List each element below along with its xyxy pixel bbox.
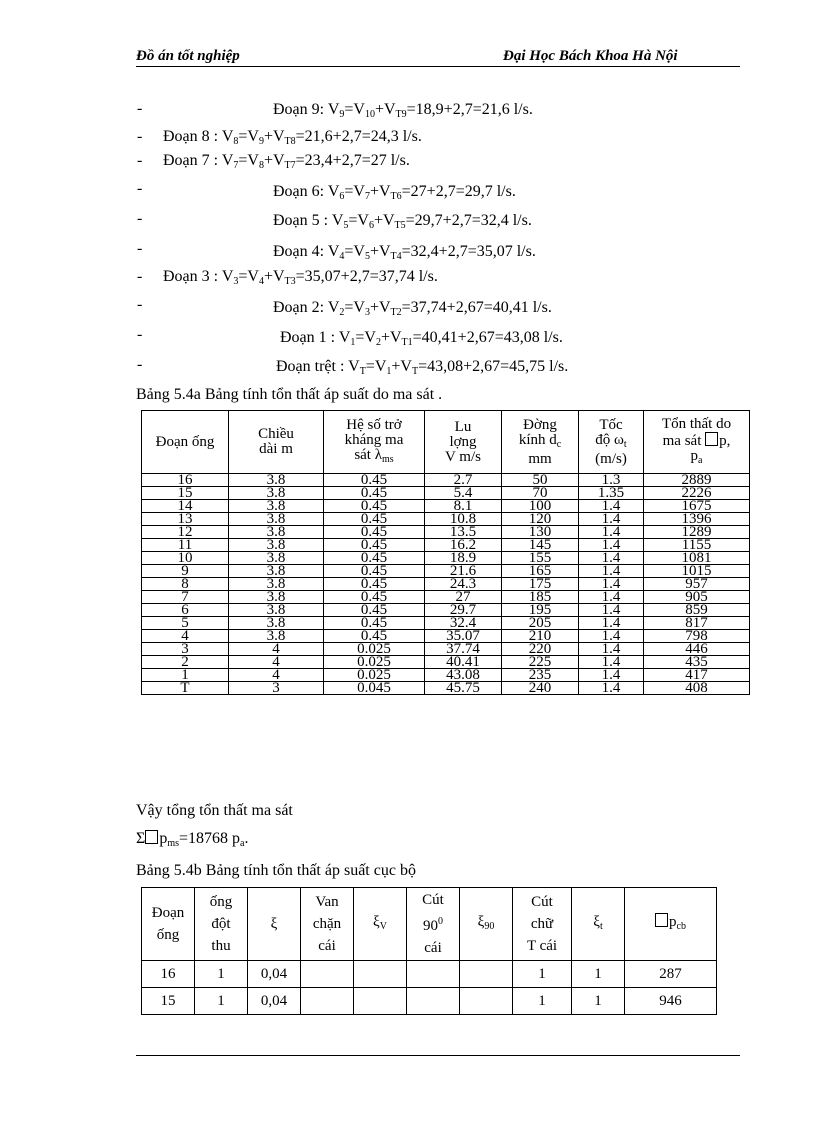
table-row (142, 961, 717, 988)
table-cell: 7 (142, 591, 229, 604)
table-cell: 0.45 (324, 591, 425, 604)
table-cell: 3.8 (229, 513, 324, 526)
table-cell: 145 (502, 539, 579, 552)
table-cell: 1.4 (579, 539, 644, 552)
table-row (142, 487, 750, 500)
delta-box-icon (705, 432, 718, 446)
col-header-diameter: Đờng kính $d_c$ mm (502, 411, 579, 474)
table-cell: 3.8 (229, 604, 324, 617)
table-cell: 210 (502, 630, 579, 643)
table2-caption: Bảng 5.4b Bảng tính tổn thất áp suất cục bộ (136, 862, 416, 879)
table-cell: 18.9 (425, 552, 502, 565)
summary-text: Vậy tổng tổn thất ma sát (136, 802, 293, 819)
table-cell: 165 (502, 565, 579, 578)
table-cell: 40.41 (425, 656, 502, 669)
table-cell: 3.8 (229, 500, 324, 513)
table-cell: 70 (502, 487, 579, 500)
table-cell: 3.8 (229, 565, 324, 578)
table-cell: 0.025 (324, 669, 425, 682)
table-cell: 12 (142, 526, 229, 539)
table-cell: 1 (572, 961, 625, 988)
t2-header-elbow: Cút $90^0$ cái (407, 888, 460, 961)
table-cell: 3 (142, 643, 229, 656)
header-right: Đại Học Bách Khoa Hà Nội (503, 48, 678, 64)
table-cell: 220 (502, 643, 579, 656)
table-cell: 9 (142, 565, 229, 578)
table1-caption: Bảng 5.4a Bảng tính tổn thất áp suất do ma sát . (136, 386, 443, 403)
table-cell (460, 988, 513, 1015)
table-cell: 1.4 (579, 591, 644, 604)
t2-header-local-loss: $p_{cb}$ (625, 888, 717, 961)
table-row (142, 591, 750, 604)
table-cell: 175 (502, 578, 579, 591)
table-cell: 0.45 (324, 565, 425, 578)
table-cell: 1 (513, 961, 572, 988)
table-cell: 43.08 (425, 669, 502, 682)
table-cell: 1.4 (579, 526, 644, 539)
table-cell: 3.8 (229, 578, 324, 591)
table-cell: 1.4 (579, 643, 644, 656)
table-cell: 3.8 (229, 591, 324, 604)
table-cell: 4 (229, 669, 324, 682)
col-header-flow: Lu lợng V m/s (425, 411, 502, 474)
table-cell: 3 (229, 682, 324, 695)
table-cell: 4 (229, 656, 324, 669)
table-cell: 957 (644, 578, 750, 591)
table-cell: 3.8 (229, 617, 324, 630)
table-row (142, 539, 750, 552)
table-cell: 1675 (644, 500, 750, 513)
bullet-dash: - (137, 240, 143, 257)
table-row (142, 526, 750, 539)
local-table-body (142, 961, 717, 1015)
table-cell: 1.4 (579, 552, 644, 565)
t2-header-tee: Cút chữ T cái (513, 888, 572, 961)
table-cell: 2 (142, 656, 229, 669)
table-cell: 0.025 (324, 656, 425, 669)
table-cell: 0.45 (324, 552, 425, 565)
table-cell: 0.45 (324, 578, 425, 591)
table-cell: 10 (142, 552, 229, 565)
col-header-speed: Tốc độ $\omega_t$ (m/s) (579, 411, 644, 474)
table-cell: 3.8 (229, 552, 324, 565)
table-cell: 240 (502, 682, 579, 695)
table-row (142, 682, 750, 695)
table-cell: 859 (644, 604, 750, 617)
table-cell (460, 961, 513, 988)
table-cell: 13.5 (425, 526, 502, 539)
table-cell: 905 (644, 591, 750, 604)
delta-box-icon (145, 830, 158, 844)
table-cell: 15 (142, 988, 195, 1015)
segment-6-line: Đoạn 6: $V_6=V_7+V_{T6}=27+2,7=29,7$ l/s. (273, 183, 516, 202)
table-cell (354, 961, 407, 988)
local-loss-table (141, 887, 717, 1015)
table-cell: 16 (142, 961, 195, 988)
table-cell: 1 (572, 988, 625, 1015)
table-cell (407, 988, 460, 1015)
table-cell: 817 (644, 617, 750, 630)
table-cell: 1 (513, 988, 572, 1015)
table-cell: 185 (502, 591, 579, 604)
table-cell: 50 (502, 474, 579, 487)
table-cell: 1.4 (579, 565, 644, 578)
table-cell: 0,04 (248, 961, 301, 988)
table-row (142, 500, 750, 513)
table-cell: 3.8 (229, 526, 324, 539)
t2-header-reducer: ống đột thu (195, 888, 248, 961)
t2-header-valve: Van chặn cái (301, 888, 354, 961)
table-cell: 2889 (644, 474, 750, 487)
table-cell: 4 (142, 630, 229, 643)
table-cell: 8.1 (425, 500, 502, 513)
table-row (142, 565, 750, 578)
table-cell (354, 988, 407, 1015)
table-cell (301, 961, 354, 988)
bullet-dash: - (137, 152, 143, 169)
table-cell: 408 (644, 682, 750, 695)
table-cell: 16 (142, 474, 229, 487)
table-cell: 1081 (644, 552, 750, 565)
table-cell: 0.45 (324, 474, 425, 487)
table-cell: 1 (195, 961, 248, 988)
friction-loss-table (141, 410, 750, 695)
table-cell: 1.4 (579, 656, 644, 669)
table-cell: 120 (502, 513, 579, 526)
header-divider (136, 66, 740, 67)
table-cell: 446 (644, 643, 750, 656)
segment-5-line: Đoạn 5 : $V_5=V_6+V_{T5}=29,7+2,7=32,4$ l/s. (273, 212, 532, 231)
bullet-dash: - (137, 356, 143, 373)
table-cell: 235 (502, 669, 579, 682)
table-cell: 0.025 (324, 643, 425, 656)
table-cell: 435 (644, 656, 750, 669)
table-row (142, 474, 750, 487)
table-cell: 32.4 (425, 617, 502, 630)
summary-total: Σ $p_{ms}=18768$ $p_a$. (136, 830, 249, 849)
table-cell: 6 (142, 604, 229, 617)
t2-header-xi-t: $\xi_t$ (572, 888, 625, 961)
table-cell: 13 (142, 513, 229, 526)
table-cell: 37.74 (425, 643, 502, 656)
table-cell: 0.45 (324, 526, 425, 539)
segment-7-line: Đoạn 7 : $V_7=V_8+V_{T7}=23,4+2,7=27$ l/s. (163, 152, 410, 171)
table-cell: 1.4 (579, 630, 644, 643)
table-cell: 1.4 (579, 617, 644, 630)
table-cell: 35.07 (425, 630, 502, 643)
table-cell: 5.4 (425, 487, 502, 500)
table-cell: 3.8 (229, 474, 324, 487)
table-cell: 5 (142, 617, 229, 630)
table-cell: 0.45 (324, 617, 425, 630)
table-cell: 21.6 (425, 565, 502, 578)
segment-1-line: Đoạn 1 : $V_1=V_2+V_{T1}=40,41+2,67=43,08$ l/s. (280, 329, 563, 348)
friction-table-body (142, 474, 750, 695)
bullet-dash: - (137, 210, 143, 227)
table-cell: 1 (142, 669, 229, 682)
segment-8-line: Đoạn 8 : $V_8=V_9+V_{T8}=21,6+2,7=24,3$ l/s. (163, 128, 422, 147)
table-cell: 0.45 (324, 500, 425, 513)
table-cell: 1396 (644, 513, 750, 526)
table-cell: 11 (142, 539, 229, 552)
table-cell: 1 (195, 988, 248, 1015)
table-row (142, 552, 750, 565)
table-cell (407, 961, 460, 988)
table-cell: 225 (502, 656, 579, 669)
table-cell: 0.45 (324, 539, 425, 552)
delta-box-icon (655, 913, 668, 927)
table-cell: 0.45 (324, 487, 425, 500)
table-cell: 1.35 (579, 487, 644, 500)
table-cell: 2226 (644, 487, 750, 500)
table-cell: 100 (502, 500, 579, 513)
segment-t-line: Đoạn trệt : $V_T=V_1+V_T=43,08+2,67=45,75$ l/s. (276, 358, 569, 377)
table-row (142, 578, 750, 591)
table-cell: 27 (425, 591, 502, 604)
bullet-dash: - (137, 180, 143, 197)
segment-4-line: Đoạn 4: $V_4=V_5+V_{T4}=32,4+2,7=35,07$ l/s. (273, 243, 536, 262)
table-cell: 16.2 (425, 539, 502, 552)
bullet-dash: - (137, 100, 143, 117)
table-cell: 15 (142, 487, 229, 500)
table-cell: 1.4 (579, 500, 644, 513)
table-cell: 4 (229, 643, 324, 656)
table-cell: 798 (644, 630, 750, 643)
table-cell: 29.7 (425, 604, 502, 617)
table-cell: 1.3 (579, 474, 644, 487)
table-cell: 45.75 (425, 682, 502, 695)
bullet-dash: - (137, 268, 143, 285)
col-header-coefficient: Hệ số trở kháng ma sát $\lambda_{ms}$ (324, 411, 425, 474)
table-cell: 946 (625, 988, 717, 1015)
table-cell: T (142, 682, 229, 695)
t2-header-xi-90: $\xi_{90}$ (460, 888, 513, 961)
table-cell: 14 (142, 500, 229, 513)
table-cell: 0.45 (324, 513, 425, 526)
segment-3-line: Đoạn 3 : $V_3=V_4+V_{T3}=35,07+2,7=37,74$ l/s. (163, 268, 438, 287)
table-cell: 2.7 (425, 474, 502, 487)
table-cell: 24.3 (425, 578, 502, 591)
table-cell: 287 (625, 961, 717, 988)
bullet-dash: - (137, 128, 143, 145)
col-header-segment: Đoạn ống (142, 411, 229, 474)
segment-2-line: Đoạn 2: $V_2=V_3+V_{T2}=37,74+2,67=40,41$ l/s. (273, 299, 552, 318)
table-cell: 1.4 (579, 513, 644, 526)
table-cell: 130 (502, 526, 579, 539)
t2-header-xi: ξ (248, 888, 301, 961)
table-cell: 3.8 (229, 539, 324, 552)
table-row (142, 513, 750, 526)
bullet-dash: - (137, 296, 143, 313)
col-header-length: Chiều dài m (229, 411, 324, 474)
t2-header-xi-v: $\xi_V$ (354, 888, 407, 961)
table-cell: 1015 (644, 565, 750, 578)
table-cell: 8 (142, 578, 229, 591)
table-cell: 0.45 (324, 630, 425, 643)
table-row (142, 604, 750, 617)
table-cell: 3.8 (229, 630, 324, 643)
bullet-dash: - (137, 326, 143, 343)
table-cell: 1.4 (579, 578, 644, 591)
table-cell: 155 (502, 552, 579, 565)
table-cell: 1.4 (579, 669, 644, 682)
table-cell: 3.8 (229, 487, 324, 500)
table-cell: 0,04 (248, 988, 301, 1015)
table-cell: 1289 (644, 526, 750, 539)
t2-header-segment: Đoạn ống (142, 888, 195, 961)
table-cell: 0.045 (324, 682, 425, 695)
table-row (142, 988, 717, 1015)
table-cell: 417 (644, 669, 750, 682)
table-cell: 10.8 (425, 513, 502, 526)
table-cell: 205 (502, 617, 579, 630)
header-left: Đồ án tốt nghiệp (136, 48, 240, 64)
col-header-friction-loss: Tổn thất do ma sát p, $p_a$ (644, 411, 750, 474)
segment-9-line: Đoạn 9: $V_9=V_{10}+V_{T9}=18,9+2,7=21,6$ l/s. (273, 101, 533, 120)
table-cell: 1.4 (579, 604, 644, 617)
table-cell: 1.4 (579, 682, 644, 695)
footer-divider (136, 1055, 740, 1056)
table-cell: 195 (502, 604, 579, 617)
table-cell: 0.45 (324, 604, 425, 617)
table-cell: 1155 (644, 539, 750, 552)
table-cell (301, 988, 354, 1015)
